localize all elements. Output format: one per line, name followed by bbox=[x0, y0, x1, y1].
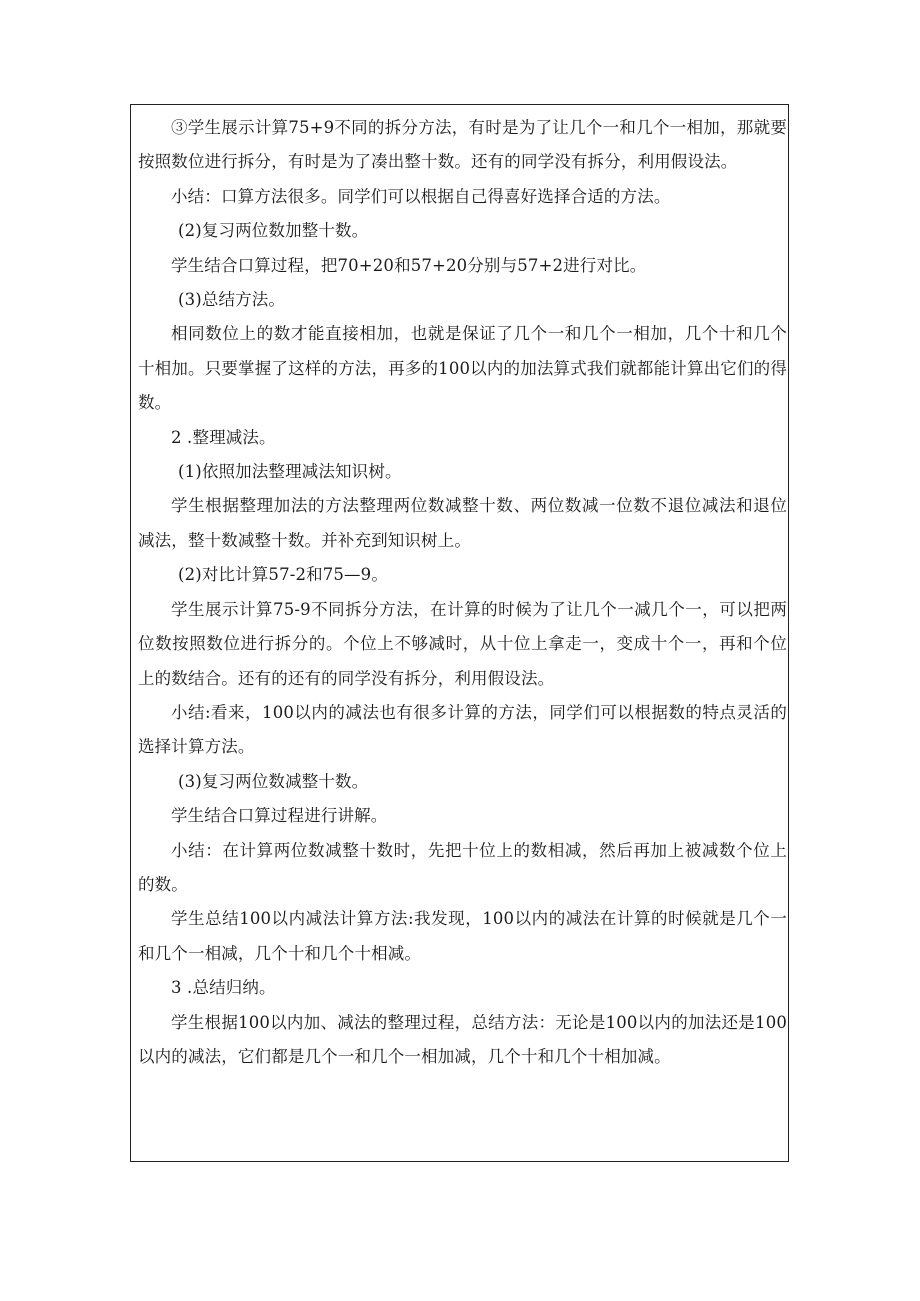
paragraph: 学生根据整理加法的方法整理两位数减整十数、两位数减一位数不退位减法和退位减法，整十数减整十数。并补充到知识树上。 bbox=[138, 496, 787, 550]
paragraph: 学生根据100以内加、减法的整理过程，总结方法：无论是100以内的加法还是100以内的减法，它们都是几个一和几个一相加减，几个十和几个十相加减。 bbox=[138, 1012, 787, 1066]
paragraph: ③学生展示计算75+9不同的拆分方法，有时是为了让几个一和几个一相加，那就要按照数位进行拆分，有时是为了凑出整十数。还有的同学没有拆分，利用假设法。 bbox=[138, 118, 787, 172]
paragraph: 学生结合口算过程，把70+20和57+20分别与57+2进行对比。 bbox=[171, 255, 647, 275]
paragraph: 学生展示计算75-9不同拆分方法，在计算的时候为了让几个一减几个一，可以把两位数按照数位进行拆分的。个位上不够减时，从十位上拿走一，变成十个一，再和个位上的数结合。还有的还有的同学没有拆分，利用假设法。 bbox=[138, 599, 787, 688]
paragraph: 小结：在计算两位数减整十数时，先把十位上的数相减，然后再加上被减数个位上的数。 bbox=[138, 840, 787, 894]
paragraph: 学生结合口算过程进行讲解。 bbox=[171, 806, 388, 826]
paragraph: 小结：口算方法很多。同学们可以根据自己得喜好选择合适的方法。 bbox=[171, 186, 671, 206]
paragraph: 相同数位上的数才能直接相加，也就是保证了几个一和几个一相加，几个十和几个十相加。只要掌握了这样的方法，再多的100以内的加法算式我们就都能计算出它们的得数。 bbox=[138, 324, 787, 413]
section-heading: 2 .整理减法。 bbox=[171, 427, 276, 447]
paragraph: (2)对比计算57-2和75—9。 bbox=[178, 565, 388, 585]
paragraph: (2)复习两位数加整十数。 bbox=[178, 221, 369, 241]
lesson-content bbox=[131, 111, 788, 1074]
paragraph: (1)依照加法整理减法知识树。 bbox=[178, 462, 402, 482]
paragraph: 学生总结100以内减法计算方法:我发现，100以内的减法在计算的时候就是几个一和几个一相减，几个十和几个十相减。 bbox=[138, 909, 787, 963]
paragraph: 小结:看来，100以内的减法也有很多计算的方法，同学们可以根据数的特点灵活的选择计算方法。 bbox=[138, 702, 787, 757]
paragraph: (3)总结方法。 bbox=[178, 290, 286, 310]
section-heading: 3 .总结归纳。 bbox=[171, 978, 276, 998]
paragraph: (3)复习两位数减整十数。 bbox=[178, 771, 369, 791]
